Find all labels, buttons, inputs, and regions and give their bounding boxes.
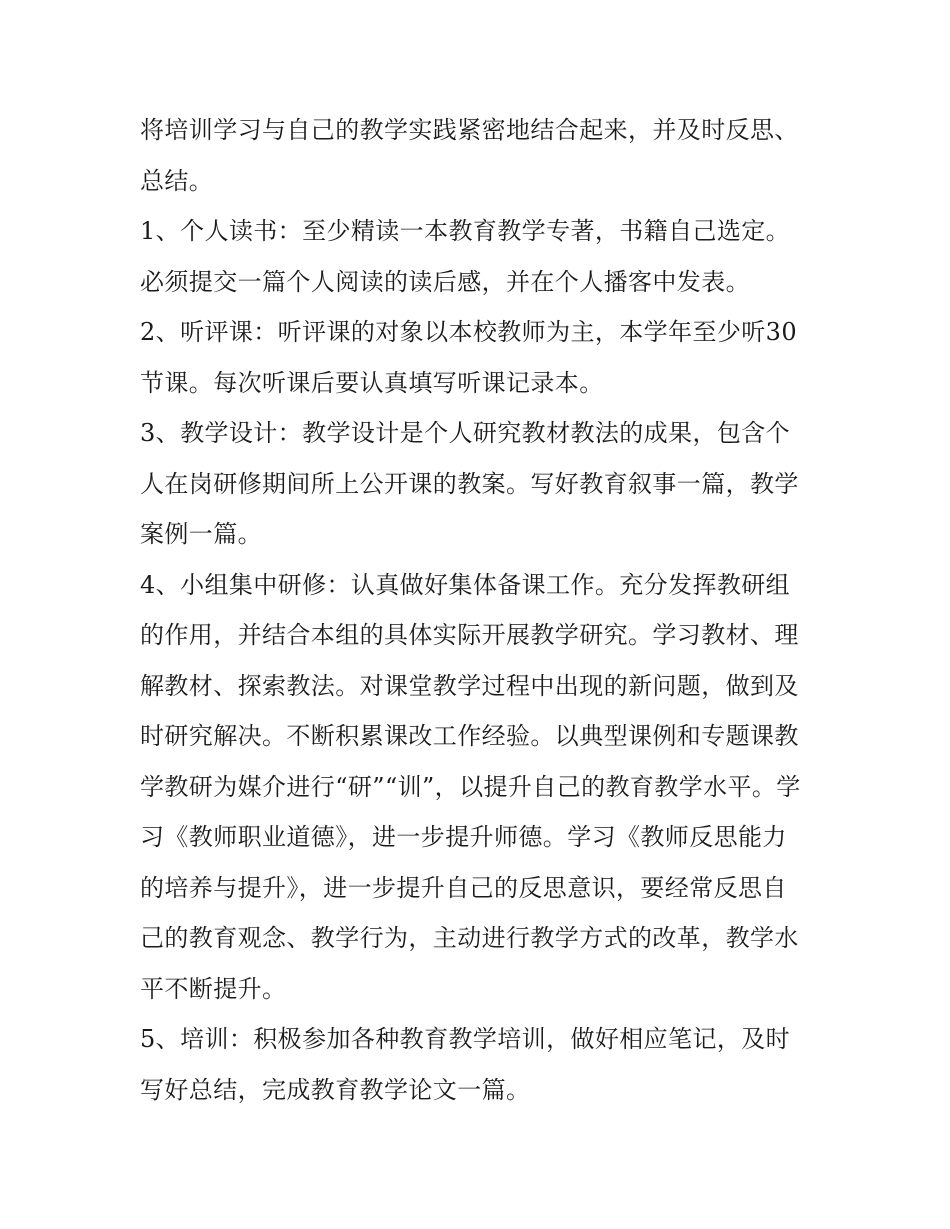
text-line: 3、教学设计：教学设计是个人研究教材教法的成果，包含个 [140, 419, 791, 447]
text-line: 的培养与提升》，进一步提升自己的反思意识，要经常反思自 [140, 873, 787, 902]
text-line: 的作用，并结合本组的具体实际开展教学研究。学习教材、理 [140, 621, 799, 649]
text-line: 平不断提升。 [140, 974, 287, 1003]
text-line: 时研究解决。不断积累课改工作经验。以典型课例和专题课教 [140, 722, 799, 750]
text-line: 解教材、探索教法。对课堂教学过程中出现的新问题，做到及 [140, 671, 799, 700]
text-line: 己的教育观念、教学行为，主动进行教学方式的改革，教学水 [140, 924, 799, 952]
text-line: 1、个人读书：至少精读一本教育教学专著，书籍自己选定。 [140, 217, 791, 245]
text-line: 习《教师职业道德》，进一步提升师德。学习《教师反思能力 [140, 823, 787, 851]
text-line: 必须提交一篇个人阅读的读后感，并在个人播客中发表。 [140, 267, 750, 296]
text-line: 写好总结，完成教育教学论文一篇。 [140, 1075, 531, 1104]
text-line: 4、小组集中研修：认真做好集体备课工作。充分发挥教研组 [140, 570, 791, 599]
text-line: 节课。每次听课后要认真填写听课记录本。 [140, 368, 604, 397]
document-body [140, 105, 820, 1115]
text-line: 5、培训：积极参加各种教育教学培训，做好相应笔记，及时 [140, 1025, 791, 1053]
text-line: 案例一篇。 [140, 520, 262, 548]
text-line: 总结。 [140, 166, 214, 195]
text-line: 2、听评课：听评课的对象以本校教师为主，本学年至少听30 [140, 318, 798, 346]
text-line: 将培训学习与自己的教学实践紧密地结合起来，并及时反思、 [140, 116, 799, 144]
text-line: 学教研为媒介进行“研”“训”，以提升自己的教育教学水平。学 [140, 772, 801, 801]
text-line: 人在岗研修期间所上公开课的教案。写好教育叙事一篇，教学 [140, 469, 799, 498]
